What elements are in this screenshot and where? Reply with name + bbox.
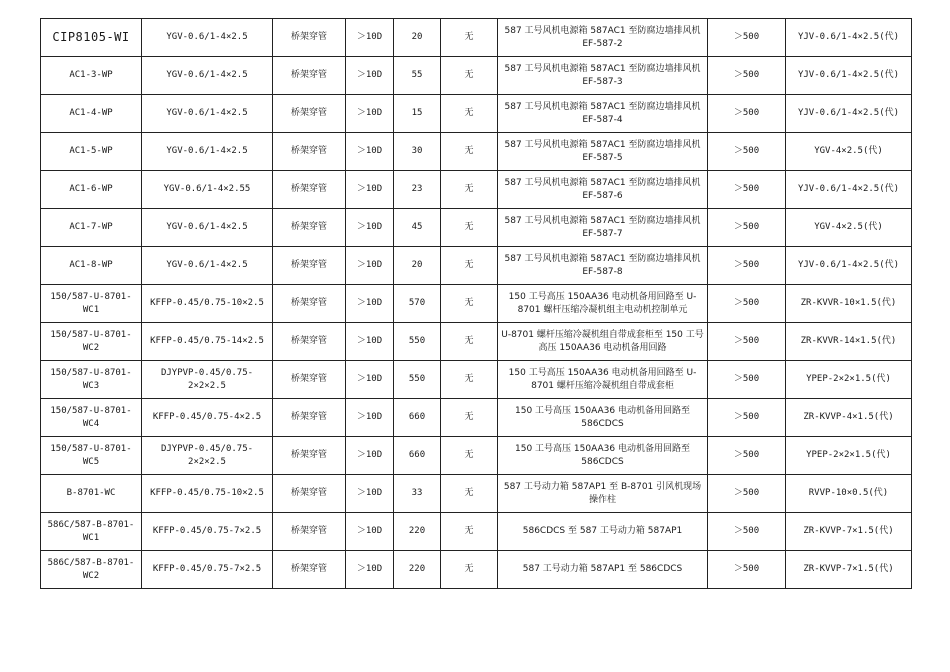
remark-cell: 无 xyxy=(441,475,498,513)
table-row xyxy=(41,95,912,133)
substitute-cable-cell: YPEP-2×2×1.5(代) xyxy=(786,361,912,399)
remark-cell: 无 xyxy=(441,399,498,437)
table-row xyxy=(41,323,912,361)
route-description-cell: 587 工号动力箱 587AP1 至 586CDCS xyxy=(498,551,708,589)
laying-method-cell: 桥架穿管 xyxy=(273,399,346,437)
cable-id-cell: 150/587-U-8701-WC1 xyxy=(41,285,142,323)
cable-id-cell: AC1-4-WP xyxy=(41,95,142,133)
length-cell: 33 xyxy=(394,475,441,513)
substitute-cable-cell: ZR-KVVP-4×1.5(代) xyxy=(786,399,912,437)
table-row xyxy=(41,247,912,285)
laying-method-cell: 桥架穿管 xyxy=(273,475,346,513)
cable-spec-cell: DJYPVP-0.45/0.75-2×2×2.5 xyxy=(142,437,273,475)
length-cell: 550 xyxy=(394,361,441,399)
route-description-cell: 150 工号高压 150AA36 电动机备用回路至 U-8701 螺杆压缩冷凝机组主电动机控制单元 xyxy=(498,285,708,323)
limit-cell: ＞500 xyxy=(708,475,786,513)
cable-spec-cell: YGV-0.6/1-4×2.55 xyxy=(142,171,273,209)
limit-cell: ＞500 xyxy=(708,399,786,437)
limit-cell: ＞500 xyxy=(708,285,786,323)
cable-id-cell: AC1-6-WP xyxy=(41,171,142,209)
cable-spec-cell: KFFP-0.45/0.75-7×2.5 xyxy=(142,551,273,589)
substitute-cable-cell: YGV-4×2.5(代) xyxy=(786,209,912,247)
length-cell: 20 xyxy=(394,19,441,57)
length-cell: 660 xyxy=(394,437,441,475)
cable-spec-cell: KFFP-0.45/0.75-4×2.5 xyxy=(142,399,273,437)
substitute-cable-cell: YGV-4×2.5(代) xyxy=(786,133,912,171)
remark-cell: 无 xyxy=(441,247,498,285)
bend-radius-cell: ＞10D xyxy=(346,437,394,475)
cable-spec-cell: YGV-0.6/1-4×2.5 xyxy=(142,133,273,171)
cable-spec-cell: KFFP-0.45/0.75-10×2.5 xyxy=(142,475,273,513)
length-cell: 220 xyxy=(394,551,441,589)
substitute-cable-cell: YJV-0.6/1-4×2.5(代) xyxy=(786,171,912,209)
bend-radius-cell: ＞10D xyxy=(346,361,394,399)
length-cell: 45 xyxy=(394,209,441,247)
bend-radius-cell: ＞10D xyxy=(346,399,394,437)
remark-cell: 无 xyxy=(441,551,498,589)
cable-spec-cell: KFFP-0.45/0.75-10×2.5 xyxy=(142,285,273,323)
laying-method-cell: 桥架穿管 xyxy=(273,285,346,323)
substitute-cable-cell: YJV-0.6/1-4×2.5(代) xyxy=(786,57,912,95)
length-cell: 550 xyxy=(394,323,441,361)
bend-radius-cell: ＞10D xyxy=(346,19,394,57)
cable-id-cell: AC1-5-WP xyxy=(41,133,142,171)
route-description-cell: U-8701 螺杆压缩冷凝机组自带成套柜至 150 工号高压 150AA36 电动机备用回路 xyxy=(498,323,708,361)
cable-id-cell: AC1-7-WP xyxy=(41,209,142,247)
route-description-cell: 587 工号风机电源箱 587AC1 至防腐边墙排风机 EF-587-4 xyxy=(498,95,708,133)
table-row xyxy=(41,57,912,95)
route-description-cell: 587 工号风机电源箱 587AC1 至防腐边墙排风机 EF-587-8 xyxy=(498,247,708,285)
route-description-cell: 587 工号风机电源箱 587AC1 至防腐边墙排风机 EF-587-7 xyxy=(498,209,708,247)
bend-radius-cell: ＞10D xyxy=(346,95,394,133)
laying-method-cell: 桥架穿管 xyxy=(273,57,346,95)
substitute-cable-cell: RVVP-10×0.5(代) xyxy=(786,475,912,513)
route-description-cell: 150 工号高压 150AA36 电动机备用回路至 586CDCS xyxy=(498,399,708,437)
cable-spec-cell: YGV-0.6/1-4×2.5 xyxy=(142,57,273,95)
limit-cell: ＞500 xyxy=(708,551,786,589)
remark-cell: 无 xyxy=(441,95,498,133)
cable-spec-cell: YGV-0.6/1-4×2.5 xyxy=(142,247,273,285)
substitute-cable-cell: YPEP-2×2×1.5(代) xyxy=(786,437,912,475)
substitute-cable-cell: ZR-KVVR-14×1.5(代) xyxy=(786,323,912,361)
remark-cell: 无 xyxy=(441,133,498,171)
cable-spec-cell: DJYPVP-0.45/0.75-2×2×2.5 xyxy=(142,361,273,399)
substitute-cable-cell: YJV-0.6/1-4×2.5(代) xyxy=(786,95,912,133)
cable-id-cell: 150/587-U-8701-WC4 xyxy=(41,399,142,437)
route-description-cell: 587 工号风机电源箱 587AC1 至防腐边墙排风机 EF-587-6 xyxy=(498,171,708,209)
cable-schedule-table xyxy=(40,18,912,589)
bend-radius-cell: ＞10D xyxy=(346,323,394,361)
route-description-cell: 150 工号高压 150AA36 电动机备用回路至 U-8701 螺杆压缩冷凝机组自带成套柜 xyxy=(498,361,708,399)
remark-cell: 无 xyxy=(441,209,498,247)
bend-radius-cell: ＞10D xyxy=(346,209,394,247)
cable-id-cell: 150/587-U-8701-WC5 xyxy=(41,437,142,475)
table-row xyxy=(41,361,912,399)
limit-cell: ＞500 xyxy=(708,209,786,247)
substitute-cable-cell: YJV-0.6/1-4×2.5(代) xyxy=(786,19,912,57)
cable-spec-cell: YGV-0.6/1-4×2.5 xyxy=(142,209,273,247)
remark-cell: 无 xyxy=(441,437,498,475)
substitute-cable-cell: ZR-KVVP-7×1.5(代) xyxy=(786,551,912,589)
remark-cell: 无 xyxy=(441,361,498,399)
bend-radius-cell: ＞10D xyxy=(346,247,394,285)
table-row xyxy=(41,133,912,171)
table-row xyxy=(41,551,912,589)
remark-cell: 无 xyxy=(441,513,498,551)
cable-spec-cell: KFFP-0.45/0.75-14×2.5 xyxy=(142,323,273,361)
cable-id-cell: 586C/587-B-8701-WC2 xyxy=(41,551,142,589)
bend-radius-cell: ＞10D xyxy=(346,475,394,513)
laying-method-cell: 桥架穿管 xyxy=(273,437,346,475)
substitute-cable-cell: ZR-KVVP-7×1.5(代) xyxy=(786,513,912,551)
length-cell: 55 xyxy=(394,57,441,95)
cable-spec-cell: YGV-0.6/1-4×2.5 xyxy=(142,95,273,133)
table-row xyxy=(41,437,912,475)
table-row xyxy=(41,285,912,323)
table-row xyxy=(41,209,912,247)
laying-method-cell: 桥架穿管 xyxy=(273,247,346,285)
cable-spec-cell: KFFP-0.45/0.75-7×2.5 xyxy=(142,513,273,551)
bend-radius-cell: ＞10D xyxy=(346,285,394,323)
table-row xyxy=(41,513,912,551)
remark-cell: 无 xyxy=(441,57,498,95)
laying-method-cell: 桥架穿管 xyxy=(273,209,346,247)
limit-cell: ＞500 xyxy=(708,513,786,551)
laying-method-cell: 桥架穿管 xyxy=(273,19,346,57)
cable-id-cell: AC1-3-WP xyxy=(41,57,142,95)
length-cell: 30 xyxy=(394,133,441,171)
limit-cell: ＞500 xyxy=(708,361,786,399)
length-cell: 660 xyxy=(394,399,441,437)
cable-id-cell: CIP8105-WI xyxy=(41,19,142,57)
remark-cell: 无 xyxy=(441,171,498,209)
laying-method-cell: 桥架穿管 xyxy=(273,361,346,399)
table-row xyxy=(41,19,912,57)
route-description-cell: 150 工号高压 150AA36 电动机备用回路至 586CDCS xyxy=(498,437,708,475)
limit-cell: ＞500 xyxy=(708,133,786,171)
limit-cell: ＞500 xyxy=(708,437,786,475)
route-description-cell: 587 工号动力箱 587AP1 至 B-8701 引风机现场操作柱 xyxy=(498,475,708,513)
cable-id-cell: 150/587-U-8701-WC3 xyxy=(41,361,142,399)
table-row xyxy=(41,171,912,209)
limit-cell: ＞500 xyxy=(708,247,786,285)
route-description-cell: 586CDCS 至 587 工号动力箱 587AP1 xyxy=(498,513,708,551)
route-description-cell: 587 工号风机电源箱 587AC1 至防腐边墙排风机 EF-587-2 xyxy=(498,19,708,57)
table-body xyxy=(41,19,912,589)
cable-id-cell: 586C/587-B-8701-WC1 xyxy=(41,513,142,551)
laying-method-cell: 桥架穿管 xyxy=(273,551,346,589)
limit-cell: ＞500 xyxy=(708,57,786,95)
substitute-cable-cell: ZR-KVVR-10×1.5(代) xyxy=(786,285,912,323)
bend-radius-cell: ＞10D xyxy=(346,133,394,171)
length-cell: 220 xyxy=(394,513,441,551)
remark-cell: 无 xyxy=(441,19,498,57)
length-cell: 20 xyxy=(394,247,441,285)
bend-radius-cell: ＞10D xyxy=(346,513,394,551)
bend-radius-cell: ＞10D xyxy=(346,171,394,209)
length-cell: 570 xyxy=(394,285,441,323)
route-description-cell: 587 工号风机电源箱 587AC1 至防腐边墙排风机 EF-587-3 xyxy=(498,57,708,95)
laying-method-cell: 桥架穿管 xyxy=(273,95,346,133)
bend-radius-cell: ＞10D xyxy=(346,57,394,95)
cable-id-cell: 150/587-U-8701-WC2 xyxy=(41,323,142,361)
table-row xyxy=(41,475,912,513)
bend-radius-cell: ＞10D xyxy=(346,551,394,589)
laying-method-cell: 桥架穿管 xyxy=(273,133,346,171)
laying-method-cell: 桥架穿管 xyxy=(273,171,346,209)
limit-cell: ＞500 xyxy=(708,171,786,209)
table-row xyxy=(41,399,912,437)
remark-cell: 无 xyxy=(441,285,498,323)
cable-spec-cell: YGV-0.6/1-4×2.5 xyxy=(142,19,273,57)
laying-method-cell: 桥架穿管 xyxy=(273,513,346,551)
laying-method-cell: 桥架穿管 xyxy=(273,323,346,361)
limit-cell: ＞500 xyxy=(708,95,786,133)
limit-cell: ＞500 xyxy=(708,19,786,57)
route-description-cell: 587 工号风机电源箱 587AC1 至防腐边墙排风机 EF-587-5 xyxy=(498,133,708,171)
remark-cell: 无 xyxy=(441,323,498,361)
length-cell: 23 xyxy=(394,171,441,209)
cable-id-cell: AC1-8-WP xyxy=(41,247,142,285)
length-cell: 15 xyxy=(394,95,441,133)
substitute-cable-cell: YJV-0.6/1-4×2.5(代) xyxy=(786,247,912,285)
cable-id-cell: B-8701-WC xyxy=(41,475,142,513)
limit-cell: ＞500 xyxy=(708,323,786,361)
